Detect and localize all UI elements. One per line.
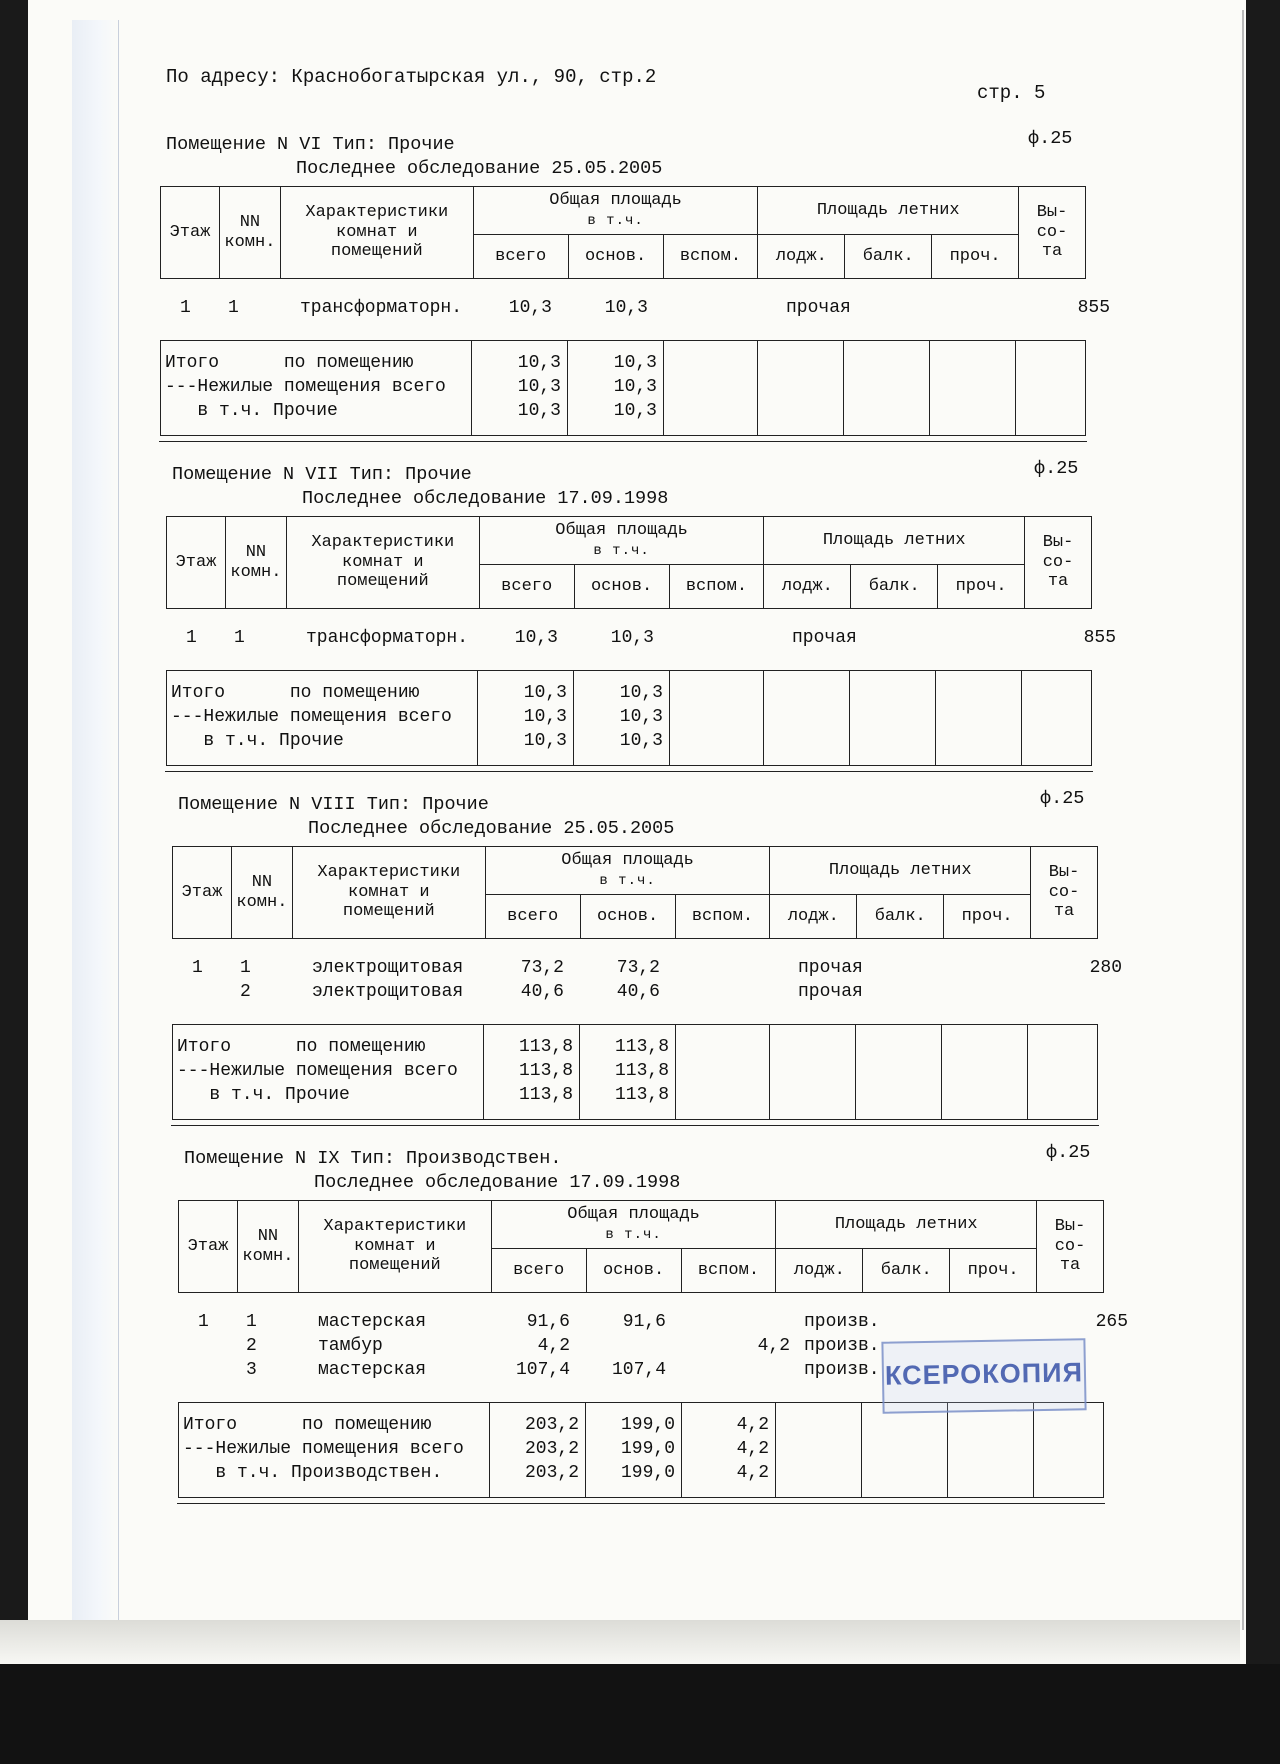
col-height-1: Вы- xyxy=(1048,863,1080,883)
row-all: 107,4 xyxy=(515,1360,570,1380)
totals-main: 199,0 xyxy=(620,1463,675,1483)
col-height-2: со- xyxy=(1054,1236,1086,1256)
row-kind: прочая xyxy=(798,982,863,1002)
row-kind: прочая xyxy=(792,628,857,648)
totals-aux: 4,2 xyxy=(736,1463,769,1483)
totals-all: 10,3 xyxy=(517,401,561,421)
col-all: всего xyxy=(513,1260,565,1280)
page-edge xyxy=(1242,10,1244,1630)
col-total-area: Общая площадь xyxy=(567,1205,700,1224)
scanner-background xyxy=(0,1664,1280,1764)
totals-divider xyxy=(471,341,472,435)
totals-divider xyxy=(775,1403,776,1497)
totals-underline xyxy=(165,771,1093,772)
col-nn: NN xyxy=(245,542,267,562)
col-total-area: Общая площадь xyxy=(561,851,694,870)
col-incl: в т.ч. xyxy=(593,542,650,559)
page-fold-shadow xyxy=(72,20,119,1630)
col-all: всего xyxy=(501,576,553,596)
col-aux: вспом. xyxy=(691,906,754,926)
row-height: 855 xyxy=(1083,628,1116,648)
totals-all: 10,3 xyxy=(523,683,567,703)
col-nn: NN xyxy=(257,1226,279,1246)
survey-date: Последнее обследование 17.09.1998 xyxy=(314,1172,681,1193)
totals-divider xyxy=(763,671,764,765)
totals-divider xyxy=(843,341,844,435)
page-bottom-shadow xyxy=(0,1620,1240,1670)
col-loggia: лодж. xyxy=(787,906,839,926)
col-height-1: Вы- xyxy=(1054,1217,1086,1237)
totals-label: ---Нежилые помещения всего xyxy=(183,1439,464,1459)
totals-aux: 4,2 xyxy=(736,1415,769,1435)
copy-stamp: КСЕРОКОПИЯ xyxy=(881,1338,1086,1414)
col-char-2: комнат и xyxy=(354,1236,436,1256)
row-floor: 1 xyxy=(198,1312,209,1332)
totals-aux: 4,2 xyxy=(736,1439,769,1459)
col-incl: в т.ч. xyxy=(599,872,656,889)
col-height-3: та xyxy=(1041,242,1063,262)
col-balcony: балк. xyxy=(880,1260,932,1280)
col-all: всего xyxy=(495,246,547,266)
totals-label: Итого по помещению xyxy=(171,683,420,703)
totals-divider xyxy=(579,1025,580,1119)
totals-divider xyxy=(477,671,478,765)
row-main: 107,4 xyxy=(611,1360,666,1380)
col-main: основ. xyxy=(584,246,647,266)
col-char-3: помещений xyxy=(342,902,435,922)
totals-divider xyxy=(573,671,574,765)
col-char-1: Характеристики xyxy=(323,1217,467,1237)
totals-all: 113,8 xyxy=(518,1037,573,1057)
row-name: электрощитовая xyxy=(312,982,464,1002)
header-table xyxy=(166,516,1092,609)
totals-label: в т.ч. Прочие xyxy=(177,1085,350,1105)
col-main: основ. xyxy=(596,906,659,926)
totals-all: 10,3 xyxy=(517,377,561,397)
survey-date: Последнее обследование 25.05.2005 xyxy=(308,818,675,839)
header-table xyxy=(160,186,1086,279)
col-char-2: комнат и xyxy=(342,552,424,572)
header-table xyxy=(172,846,1098,939)
row-name: электрощитовая xyxy=(312,958,464,978)
room-title: Помещение N IX Тип: Производствен. xyxy=(184,1148,562,1169)
col-total-area: Общая площадь xyxy=(549,191,682,210)
col-main: основ. xyxy=(590,576,653,596)
totals-divider xyxy=(1015,341,1016,435)
totals-main: 10,3 xyxy=(619,707,663,727)
totals-main: 10,3 xyxy=(613,377,657,397)
col-height-2: со- xyxy=(1048,882,1080,902)
row-all: 10,3 xyxy=(508,298,552,318)
totals-divider xyxy=(675,1025,676,1119)
totals-all: 113,8 xyxy=(518,1085,573,1105)
row-floor: 1 xyxy=(186,628,197,648)
address-line: По адресу: Краснобогатырская ул., 90, стр.2 xyxy=(166,66,657,88)
col-char-1: Характеристики xyxy=(311,533,455,553)
totals-all: 10,3 xyxy=(517,353,561,373)
row-nn: 1 xyxy=(246,1312,257,1332)
totals-main: 10,3 xyxy=(619,731,663,751)
totals-divider xyxy=(757,341,758,435)
col-floor: Этаж xyxy=(169,222,211,242)
col-other: проч. xyxy=(961,906,1013,926)
col-height-2: со- xyxy=(1036,222,1068,242)
totals-label: в т.ч. Прочие xyxy=(171,731,344,751)
col-char-1: Характеристики xyxy=(317,863,461,883)
row-main: 73,2 xyxy=(616,958,660,978)
totals-main: 199,0 xyxy=(620,1439,675,1459)
totals-divider xyxy=(663,341,664,435)
totals-divider xyxy=(861,1403,862,1497)
page-number: стр. 5 xyxy=(977,82,1046,104)
col-aux: вспом. xyxy=(697,1260,760,1280)
col-char-3: помещений xyxy=(336,572,429,592)
totals-divider xyxy=(769,1025,770,1119)
totals-divider xyxy=(1021,671,1022,765)
totals-divider xyxy=(585,1403,586,1497)
totals-divider xyxy=(681,1403,682,1497)
totals-all: 203,2 xyxy=(524,1439,579,1459)
row-main: 10,3 xyxy=(604,298,648,318)
col-summer-area: Площадь летних xyxy=(816,200,960,220)
totals-main: 113,8 xyxy=(614,1061,669,1081)
form-number: ф.25 xyxy=(1034,458,1079,479)
col-height-2: со- xyxy=(1042,552,1074,572)
totals-label: в т.ч. Производствен. xyxy=(183,1463,443,1483)
totals-divider xyxy=(483,1025,484,1119)
totals-underline xyxy=(177,1503,1105,1504)
row-name: трансформаторн. xyxy=(306,628,469,648)
totals-divider xyxy=(855,1025,856,1119)
totals-divider xyxy=(929,341,930,435)
totals-divider xyxy=(489,1403,490,1497)
row-all: 91,6 xyxy=(526,1312,570,1332)
row-main: 91,6 xyxy=(622,1312,666,1332)
header-table xyxy=(178,1200,1104,1293)
col-all: всего xyxy=(507,906,559,926)
col-floor: Этаж xyxy=(175,552,217,572)
row-name: мастерская xyxy=(318,1312,427,1332)
row-name: трансформаторн. xyxy=(300,298,463,318)
totals-label: Итого по помещению xyxy=(177,1037,426,1057)
col-balcony: балк. xyxy=(862,246,914,266)
totals-divider xyxy=(935,671,936,765)
col-komn: комн. xyxy=(236,892,288,912)
row-height: 280 xyxy=(1089,958,1122,978)
row-main: 10,3 xyxy=(610,628,654,648)
col-balcony: балк. xyxy=(868,576,920,596)
form-number: ф.25 xyxy=(1046,1142,1091,1163)
col-char-2: комнат и xyxy=(336,222,418,242)
totals-all: 10,3 xyxy=(523,731,567,751)
row-main: 40,6 xyxy=(616,982,660,1002)
col-char-3: помещений xyxy=(348,1256,441,1276)
col-aux: вспом. xyxy=(685,576,748,596)
col-loggia: лодж. xyxy=(775,246,827,266)
room-title: Помещение N VII Тип: Прочие xyxy=(172,464,472,485)
totals-divider xyxy=(567,341,568,435)
col-komn: комн. xyxy=(230,562,282,582)
row-all: 40,6 xyxy=(520,982,564,1002)
row-kind: произв. xyxy=(804,1312,880,1332)
col-total-area: Общая площадь xyxy=(555,521,688,540)
col-other: проч. xyxy=(967,1260,1019,1280)
col-height-3: та xyxy=(1053,902,1075,922)
row-name: мастерская xyxy=(318,1360,427,1380)
col-height-3: та xyxy=(1059,1256,1081,1276)
col-char-1: Характеристики xyxy=(305,203,449,223)
col-komn: комн. xyxy=(242,1246,294,1266)
row-height: 855 xyxy=(1077,298,1110,318)
totals-main: 113,8 xyxy=(614,1037,669,1057)
totals-label: Итого по помещению xyxy=(165,353,414,373)
totals-box xyxy=(172,1024,1098,1120)
totals-main: 10,3 xyxy=(613,401,657,421)
totals-label: ---Нежилые помещения всего xyxy=(171,707,452,727)
col-balcony: балк. xyxy=(874,906,926,926)
totals-divider xyxy=(669,671,670,765)
col-summer-area: Площадь летних xyxy=(828,860,972,880)
col-char-3: помещений xyxy=(330,242,423,262)
row-nn: 3 xyxy=(246,1360,257,1380)
totals-all: 10,3 xyxy=(523,707,567,727)
row-kind: прочая xyxy=(786,298,851,318)
totals-divider xyxy=(1027,1025,1028,1119)
col-height-1: Вы- xyxy=(1042,533,1074,553)
totals-underline xyxy=(171,1125,1099,1126)
col-nn: NN xyxy=(251,872,273,892)
row-nn: 1 xyxy=(240,958,251,978)
col-summer-area: Площадь летних xyxy=(834,1214,978,1234)
totals-divider xyxy=(947,1403,948,1497)
row-floor: 1 xyxy=(180,298,191,318)
form-number: ф.25 xyxy=(1028,128,1073,149)
col-height-3: та xyxy=(1047,572,1069,592)
col-main: основ. xyxy=(602,1260,665,1280)
survey-date: Последнее обследование 17.09.1998 xyxy=(302,488,669,509)
row-nn: 1 xyxy=(228,298,239,318)
col-loggia: лодж. xyxy=(793,1260,845,1280)
totals-divider xyxy=(941,1025,942,1119)
totals-main: 199,0 xyxy=(620,1415,675,1435)
col-loggia: лодж. xyxy=(781,576,833,596)
totals-all: 203,2 xyxy=(524,1415,579,1435)
col-char-2: комнат и xyxy=(348,882,430,902)
col-height-1: Вы- xyxy=(1036,203,1068,223)
row-name: тамбур xyxy=(318,1336,383,1356)
totals-label: в т.ч. Прочие xyxy=(165,401,338,421)
col-aux: вспом. xyxy=(679,246,742,266)
col-komn: комн. xyxy=(224,232,276,252)
row-all: 4,2 xyxy=(537,1336,570,1356)
col-other: проч. xyxy=(949,246,1001,266)
row-nn: 1 xyxy=(234,628,245,648)
totals-underline xyxy=(159,441,1087,442)
room-title: Помещение N VIII Тип: Прочие xyxy=(178,794,489,815)
row-kind: произв. xyxy=(804,1336,880,1356)
row-kind: прочая xyxy=(798,958,863,978)
row-aux: 4,2 xyxy=(757,1336,790,1356)
form-number: ф.25 xyxy=(1040,788,1085,809)
col-incl: в т.ч. xyxy=(587,212,644,229)
row-floor: 1 xyxy=(192,958,203,978)
room-title: Помещение N VI Тип: Прочие xyxy=(166,134,455,155)
totals-divider xyxy=(1033,1403,1034,1497)
col-summer-area: Площадь летних xyxy=(822,530,966,550)
totals-main: 10,3 xyxy=(619,683,663,703)
totals-box xyxy=(160,340,1086,436)
col-nn: NN xyxy=(239,212,261,232)
row-nn: 2 xyxy=(240,982,251,1002)
totals-all: 113,8 xyxy=(518,1061,573,1081)
col-floor: Этаж xyxy=(181,882,223,902)
row-all: 73,2 xyxy=(520,958,564,978)
totals-all: 203,2 xyxy=(524,1463,579,1483)
totals-main: 10,3 xyxy=(613,353,657,373)
totals-divider xyxy=(849,671,850,765)
totals-box xyxy=(166,670,1092,766)
row-nn: 2 xyxy=(246,1336,257,1356)
col-other: проч. xyxy=(955,576,1007,596)
row-all: 10,3 xyxy=(514,628,558,648)
totals-main: 113,8 xyxy=(614,1085,669,1105)
survey-date: Последнее обследование 25.05.2005 xyxy=(296,158,663,179)
col-floor: Этаж xyxy=(187,1236,229,1256)
totals-label: Итого по помещению xyxy=(183,1415,432,1435)
row-height: 265 xyxy=(1095,1312,1128,1332)
totals-label: ---Нежилые помещения всего xyxy=(177,1061,458,1081)
col-incl: в т.ч. xyxy=(605,1226,662,1243)
totals-label: ---Нежилые помещения всего xyxy=(165,377,446,397)
totals-box xyxy=(178,1402,1104,1498)
row-kind: произв. xyxy=(804,1360,880,1380)
